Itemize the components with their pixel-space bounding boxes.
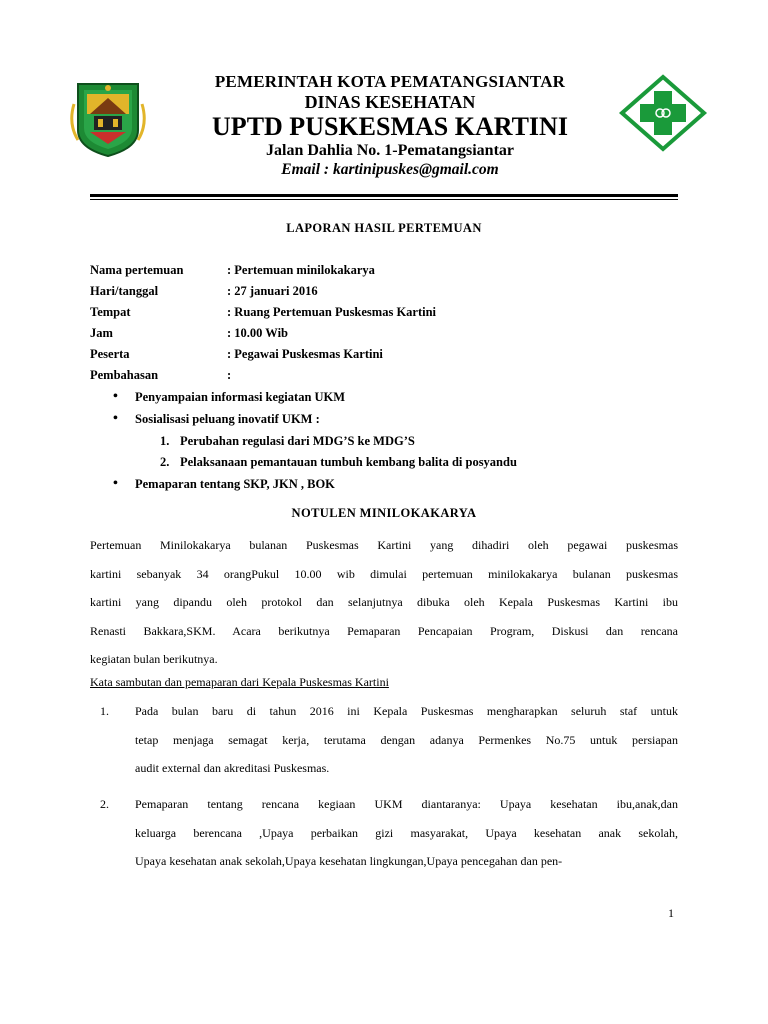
item-line: keluarga berencana ,Upaya perbaikan gizi masyarakat, Upaya kesehatan anak sekolah,	[135, 825, 678, 840]
header-divider-thin	[90, 199, 678, 200]
bullet-text: Penyampaian informasi kegiatan UKM	[135, 390, 346, 404]
item-body	[135, 790, 678, 876]
bullet-icon: •	[113, 476, 118, 491]
field-value: : 10.00 Wib	[227, 326, 289, 340]
paragraph-line: Renasti Bakkara,SKM. Acara berikutnya Pemaparan Pencapaian Program, Diskusi dan rencana	[90, 623, 678, 638]
header-divider-thick	[90, 194, 678, 197]
field-label: Tempat	[90, 305, 131, 319]
field-value: : Ruang Pertemuan Puskesmas Kartini	[227, 305, 437, 319]
item-line: tetap menjaga semagat kerja, terutama dengan adanya Permenkes No.75 untuk persiapan	[135, 732, 678, 747]
item-body	[135, 697, 678, 783]
subitem-text: Perubahan regulasi dari MDG’S ke MDG’S	[180, 434, 415, 448]
field-value: : 27 januari 2016	[227, 284, 318, 298]
bullet-text: Pemaparan tentang SKP, JKN , BOK	[135, 477, 335, 491]
item-number: 1.	[100, 704, 109, 718]
puskesmas-logo	[616, 73, 710, 153]
field-value: : Pertemuan minilokakarya	[227, 263, 375, 277]
header-email: Email : kartinipuskes@gmail.com	[281, 161, 499, 178]
item-line: Upaya kesehatan anak sekolah,Upaya kesehatan lingkungan,Upaya pencegahan dan pen-	[135, 854, 563, 868]
field-label: Hari/tanggal	[90, 284, 159, 298]
header-address: Jalan Dahlia No. 1-Pematangsiantar	[266, 142, 514, 159]
field-label: Pembahasan	[90, 368, 159, 382]
item-line: Pemaparan tentang rencana kegiaan UKM diantaranya: Upaya kesehatan ibu,anak,dan	[135, 797, 678, 811]
header-institution: UPTD PUSKESMAS KARTINI	[212, 112, 568, 141]
header-department: DINAS KESEHATAN	[304, 92, 476, 112]
paragraph-line: kegiatan bulan berikutnya.	[90, 652, 218, 666]
field-label: Jam	[90, 326, 113, 340]
subitem-number: 2.	[160, 455, 170, 469]
item-number: 2.	[100, 797, 109, 811]
bullet-icon: •	[113, 411, 118, 426]
field-value: : Pegawai Puskesmas Kartini	[227, 347, 383, 361]
bullet-icon: •	[113, 389, 118, 404]
paragraph-line: Pertemuan Minilokakarya bulanan Puskesmas Kartini yang dihadiri oleh pegawai puskesmas	[90, 538, 678, 552]
bullet-text: Sosialisasi peluang inovatif UKM :	[135, 412, 320, 426]
header-government: PEMERINTAH KOTA PEMATANGSIANTAR	[214, 72, 566, 91]
subitem-number: 1.	[160, 434, 170, 448]
section-subheading: Kata sambutan dan pemaparan dari Kepala Puskesmas Kartini	[90, 675, 389, 689]
field-label: Nama pertemuan	[90, 263, 184, 277]
field-value: :	[227, 368, 232, 382]
notulen-title: NOTULEN MINILOKAKARYA	[291, 506, 477, 520]
paragraph-line: kartini sebanyak 34 orangPukul 10.00 wib dimulai pertemuan minilokakarya bulanan puskesmas	[90, 566, 678, 581]
report-title: LAPORAN HASIL PERTEMUAN	[286, 221, 482, 235]
paragraph-line: kartini yang dipandu oleh protokol dan selanjutnya dibuka oleh Kepala Puskesmas Kartini ibu	[90, 595, 678, 609]
subitem-text: Pelaksanaan pemantauan tumbuh kembang balita di posyandu	[180, 455, 517, 469]
city-emblem-logo	[54, 74, 162, 160]
page-number: 1	[668, 906, 674, 920]
item-line: Pada bulan baru di tahun 2016 ini Kepala Puskesmas mengharapkan seluruh staf untuk	[135, 704, 678, 718]
field-label: Peserta	[90, 347, 130, 361]
item-line: audit external dan akreditasi Puskesmas.	[135, 761, 330, 775]
notulen-paragraph	[90, 531, 678, 674]
